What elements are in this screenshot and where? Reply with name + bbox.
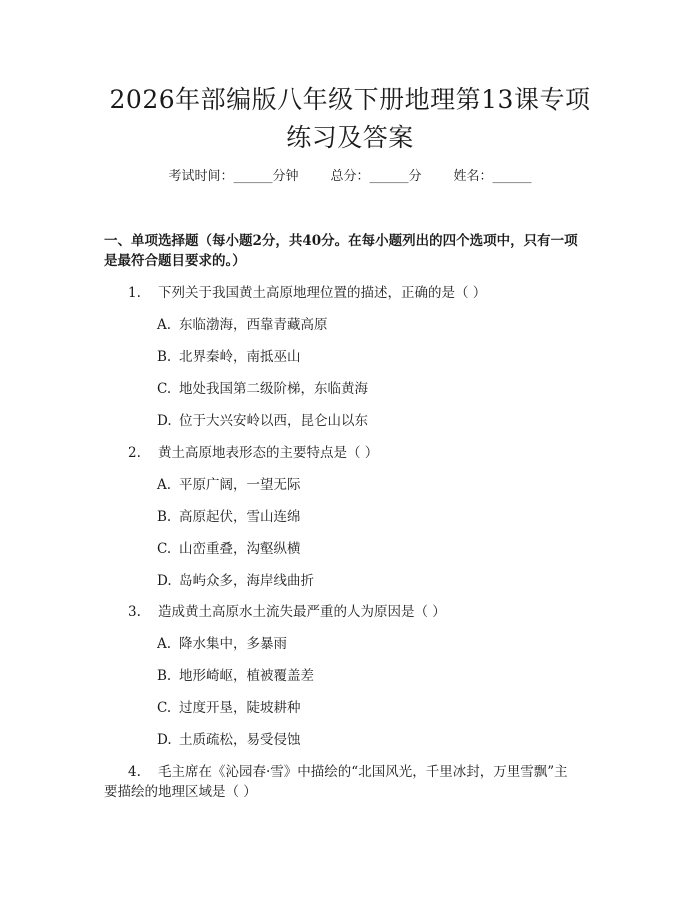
option-letter: A.: [157, 636, 172, 652]
question-4-continuation: 要描绘的地理区域是（ ）: [104, 784, 257, 800]
question-2-option-a: [157, 475, 597, 495]
option-letter: A.: [157, 317, 172, 333]
student-name-label: 姓名：______: [453, 169, 532, 184]
question-3: [128, 602, 608, 622]
question-number: 3.: [128, 604, 141, 620]
question-1-option-c: [157, 379, 597, 399]
question-3-option-d: [157, 730, 597, 750]
question-4: [128, 762, 608, 782]
question-text: 黄土高原地表形态的主要特点是（ ）: [158, 445, 379, 461]
option-text: 地处我国第二级阶梯，东临黄海: [179, 381, 368, 397]
question-number: 1.: [128, 285, 141, 301]
option-text: 过度开垦，陡坡耕种: [179, 700, 301, 716]
question-2-option-c: [157, 539, 597, 559]
option-text: 降水集中，多暴雨: [179, 636, 287, 652]
question-2-option-d: [157, 571, 597, 591]
document-title-line1: 2026年部编版八年级下册地理第13课专项: [109, 85, 591, 114]
option-text: 东临渤海，西靠青藏高原: [179, 317, 328, 333]
section-heading-line2: 是最符合题目要求的。）: [104, 253, 246, 269]
question-3-option-b: [157, 666, 597, 686]
option-text: 山峦重叠，沟壑纵横: [179, 541, 301, 557]
option-letter: C.: [157, 381, 172, 397]
option-letter: A.: [157, 477, 172, 493]
option-text: 北界秦岭，南抵巫山: [179, 349, 301, 365]
option-text: 土质疏松，易受侵蚀: [179, 732, 301, 748]
option-letter: D.: [157, 573, 172, 589]
question-1-option-a: [157, 315, 597, 335]
exam-meta: [0, 167, 700, 187]
option-letter: C.: [157, 541, 172, 557]
question-number: 4.: [128, 764, 141, 780]
option-text: 位于大兴安岭以西，昆仑山以东: [179, 413, 368, 429]
option-text: 高原起伏，雪山连绵: [179, 509, 301, 525]
question-2: [128, 443, 608, 463]
question-text: 造成黄土高原水土流失最严重的人为原因是（ ）: [158, 604, 446, 620]
option-letter: B.: [157, 668, 172, 684]
question-3-option-a: [157, 634, 597, 654]
question-1-option-d: [157, 411, 597, 431]
question-3-option-c: [157, 698, 597, 718]
total-score-label: 总分：______分: [330, 169, 422, 184]
section-heading-line1: 一、单项选择题（每小题2分，共40分。在每小题列出的四个选项中，只有一项: [104, 233, 578, 249]
question-1-option-b: [157, 347, 597, 367]
document-title-line2: 练习及答案: [286, 123, 414, 152]
option-letter: B.: [157, 349, 172, 365]
question-1: [128, 283, 608, 303]
question-text: 下列关于我国黄土高原地理位置的描述，正确的是（ ）: [158, 285, 487, 301]
option-letter: D.: [157, 732, 172, 748]
option-text: 平原广阔，一望无际: [179, 477, 301, 493]
option-text: 岛屿众多，海岸线曲折: [179, 573, 314, 589]
option-letter: D.: [157, 413, 172, 429]
question-2-option-b: [157, 507, 597, 527]
option-letter: B.: [157, 509, 172, 525]
option-text: 地形崎岖，植被覆盖差: [179, 668, 314, 684]
question-number: 2.: [128, 445, 141, 461]
question-text: 毛主席在《沁园春·雪》中描绘的“北国风光，千里冰封，万里雪飘”主: [158, 764, 568, 780]
exam-time-label: 考试时间：______分钟: [168, 169, 299, 184]
option-letter: C.: [157, 700, 172, 716]
